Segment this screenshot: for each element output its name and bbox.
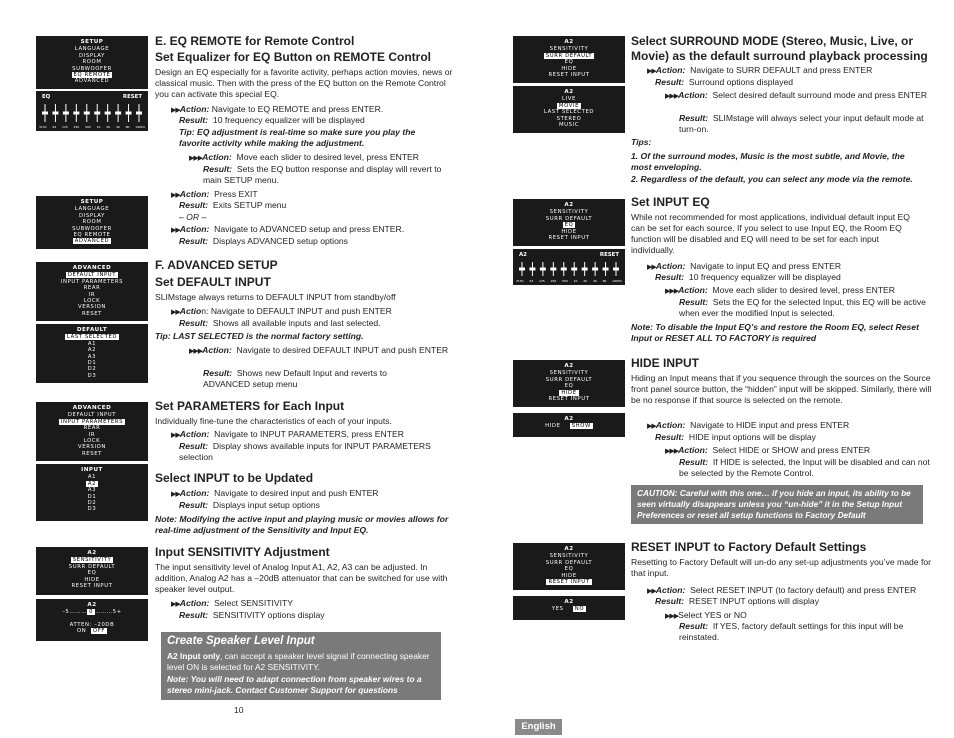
r-result-6: Result: If HIDE is selected, the Input will be disabled and can not be selected by the Remote Control.: [679, 457, 930, 478]
menu-item-selected: LAST SELECTED: [66, 334, 118, 341]
eq-slider: [592, 262, 598, 276]
menu-item: ADVANCED: [74, 78, 110, 85]
result-7: Result: Display shows available inputs for INPUT PARAMETERS selection: [179, 441, 431, 462]
action-9: ▶▶Action: Select SENSITIVITY: [171, 598, 293, 608]
menu-item: LOCK: [83, 438, 101, 445]
action-3: ▶▶Action: Press EXIT: [171, 189, 258, 199]
menu-item-selected: EQ: [564, 222, 574, 229]
a2-surr-default-screen: [513, 36, 625, 83]
screen-title: A2: [564, 39, 574, 45]
menu-item: IR: [88, 431, 96, 438]
menu-item: RESET: [82, 310, 102, 317]
action-4: ▶▶Action: Navigate to ADVANCED setup and press ENTER.: [171, 224, 405, 234]
menu-item: D2: [87, 366, 97, 373]
r-action-1: ▶▶Action: Navigate to SURR DEFAULT and press ENTER: [647, 65, 873, 75]
r-action-4: ▶▶▶Action: Move each slider to desired level, press ENTER: [665, 285, 896, 295]
eq-slider: [42, 104, 48, 122]
reset-input-paragraph: Resetting to Factory Default will un-do any set-up adjustments you’ve made for that input.: [631, 557, 931, 578]
menu-item-selected: EQ REMOTE: [73, 72, 111, 79]
menu-item-selected: A2: [87, 480, 97, 487]
eq-slider: [613, 262, 619, 276]
eq-slider: [550, 262, 556, 276]
callout-note: Note: You will need to adapt connection from speaker wires to a stereo mini-jack. Contact Customer Support for questions: [167, 674, 422, 695]
attenuator-label: ATTEN: –20DB: [69, 621, 115, 628]
menu-item: SENSITIVITY: [549, 553, 589, 560]
r-result-4: Result: Sets the EQ for the selected Input, this EQ will be active when ever the modified Input is selected.: [679, 297, 926, 318]
menu-item: RESET INPUT: [548, 235, 590, 242]
eq-slider: [126, 104, 132, 122]
r-result-8: Result: If YES, factory default settings for this input will be reinstated.: [679, 621, 904, 642]
result-8: Result: Displays input setup options: [179, 500, 320, 510]
a2-hide-screen: [513, 360, 625, 407]
menu-item: SENSITIVITY: [549, 46, 589, 53]
screen-title: A2: [564, 89, 574, 95]
menu-item: SUBWOOFER: [72, 65, 112, 72]
select-input-heading: Select INPUT to be Updated: [155, 471, 314, 485]
a2-eq-sliders-screen: [513, 249, 625, 285]
parameters-paragraph: Individually fine-tune the characteristics of each of your inputs.: [155, 416, 392, 426]
a2-sensitivity-screen: [36, 547, 148, 595]
attenuator-toggle: ON OFF: [77, 628, 105, 635]
screen-title: ADVANCED: [72, 265, 112, 271]
screen-title: A2: [87, 550, 97, 556]
a2-yes-no-screen: [513, 596, 625, 620]
menu-item: INPUT PARAMETERS: [60, 278, 124, 285]
result-4: Result: Displays ADVANCED setup options: [179, 236, 348, 246]
menu-item-selected: SURR DEFAULT: [545, 52, 593, 59]
action-7: ▶▶Action: Navigate to INPUT PARAMETERS, press ENTER: [171, 429, 404, 439]
yes-no-toggle: YES NO: [551, 606, 585, 613]
action-8: ▶▶Action: Navigate to desired input and push ENTER: [171, 488, 379, 498]
menu-item: A2: [87, 347, 97, 354]
eq-sliders: [39, 103, 145, 123]
menu-item-selected: SENSITIVITY: [72, 557, 112, 564]
menu-item: VERSION: [78, 304, 106, 311]
menu-item: ROOM: [82, 219, 102, 226]
eq-slider: [94, 104, 100, 122]
menu-item: SENSITIVITY: [549, 370, 589, 377]
eq-slider: [52, 104, 58, 122]
menu-item: LANGUAGE: [74, 206, 110, 213]
menu-item: LIVE: [562, 96, 576, 103]
menu-item: EQ: [564, 566, 574, 573]
hide-show-toggle: HIDE SHOW: [545, 423, 591, 430]
default-input-paragraph: SLIMstage always returns to DEFAULT INPUT from standby/off: [155, 292, 396, 302]
result-2: Result: Sets the EQ button response and display will revert to main SETUP menu.: [203, 164, 442, 185]
screen-title: A2: [87, 602, 97, 608]
r-action-7: ▶▶Action: Select RESET INPUT (to factory default) and press ENTER: [647, 585, 917, 595]
screen-title: A2: [564, 546, 574, 552]
menu-item: HIDE: [561, 65, 577, 72]
eq-remote-subheading: Set Equalizer for EQ Button on REMOTE Control: [155, 50, 431, 64]
menu-item: LAST SELECTED: [543, 109, 595, 116]
menu-item: RESET INPUT: [548, 72, 590, 79]
r-action-2: ▶▶▶Action: Select desired default surround mode and press ENTER: [665, 90, 928, 100]
menu-item-selected: RESET INPUT: [548, 579, 590, 586]
menu-item: SURR DEFAULT: [545, 215, 593, 222]
default-input-screen: [36, 324, 148, 383]
menu-item: HIDE: [561, 228, 577, 235]
input-eq-heading: Set INPUT EQ: [631, 195, 710, 209]
tips-label: Tips:: [631, 137, 652, 147]
language-tab: English: [515, 719, 562, 735]
menu-item: SUBWOOFER: [72, 225, 112, 232]
menu-item: A1: [87, 340, 97, 347]
eq-remote-heading: E. EQ REMOTE for Remote Control: [155, 34, 355, 48]
result-9: Result: SENSITIVITY options display: [179, 610, 325, 620]
eq-label: A2: [519, 252, 527, 258]
input-select-screen: [36, 464, 148, 521]
eq-slider: [136, 104, 142, 122]
screen-title: ADVANCED: [72, 405, 112, 411]
menu-item: REAR: [83, 285, 101, 292]
menu-item: SURR DEFAULT: [545, 376, 593, 383]
r-action-5: ▶▶Action: Navigate to HIDE input and press ENTER: [647, 420, 850, 430]
menu-item: EQ: [564, 59, 574, 66]
surround-mode-heading: Select SURROUND MODE (Stereo, Music, Live, or Movie) as the default surround playback processing: [631, 34, 928, 63]
r-result-1: Result: Surround options displayed: [655, 77, 794, 87]
menu-item-selected: DEFAULT INPUT: [67, 272, 117, 279]
eq-slider: [73, 104, 79, 122]
tip-r-2: 2. Regardless of the default, you can select any mode via the remote.: [631, 174, 913, 184]
caution-text: CAUTION: Careful with this one… if you hide an input, its ability to be seen virtually disappears unless you “un-hide” it in the Setup Input Preferences or reset all setup functions to Factory Default: [637, 488, 911, 520]
menu-item: IR: [88, 291, 96, 298]
menu-item: HIDE: [84, 576, 100, 583]
advanced-params-screen: [36, 402, 148, 461]
hide-input-heading: HIDE INPUT: [631, 356, 700, 370]
tip-r-1: 1. Of the surround modes, Music is the most subtle, and Movie, the most enveloping.: [631, 151, 905, 172]
menu-item: DISPLAY: [79, 212, 105, 219]
action-1: ▶▶Action: Navigate to EQ REMOTE and press ENTER.: [171, 104, 384, 114]
page-number: 10: [234, 705, 244, 715]
eq-slider: [115, 104, 121, 122]
eq-slider: [603, 262, 609, 276]
menu-item: HIDE: [561, 572, 577, 579]
screen-title: A2: [564, 363, 574, 369]
callout-title: Create Speaker Level Input: [167, 635, 315, 647]
advanced-menu-screen: [36, 262, 148, 321]
a2-eq-screen: [513, 199, 625, 246]
sensitivity-heading: Input SENSITIVITY Adjustment: [155, 545, 330, 559]
action-6: ▶▶▶Action: Navigate to desired DEFAULT INPUT and push ENTER: [189, 345, 449, 355]
eq-slider: [105, 104, 111, 122]
setup-menu-screen: [36, 36, 148, 89]
menu-item: D1: [87, 493, 97, 500]
sensitivity-paragraph: The input sensitivity level of Analog Input A1, A2, A3 can be adjusted. In addition, Analog A2 has a –20dB attenuator that can be switched for use with speaker level output.: [155, 562, 448, 594]
eq-slider: [84, 104, 90, 122]
tip-2: Tip: LAST SELECTED is the normal factory setting.: [155, 331, 364, 341]
eq-remote-paragraph: Design an EQ especially for a favorite activity, perhaps action movies, news or classical music. Then with the press of the EQ button on the Remote Control you can activate this special EQ.: [155, 67, 453, 99]
menu-item-selected: HIDE: [561, 389, 577, 396]
advanced-setup-heading: F. ADVANCED SETUP: [155, 258, 278, 272]
menu-item: EQ REMOTE: [73, 232, 111, 239]
menu-item: D3: [87, 506, 97, 513]
menu-item-selected: MOVIE: [558, 102, 580, 109]
speaker-level-callout: [161, 632, 441, 700]
a2-hide-show-screen: [513, 413, 625, 437]
screen-title: DEFAULT: [76, 327, 108, 333]
r-action-3: ▶▶Action: Navigate to input EQ and press ENTER: [647, 261, 842, 271]
eq-slider: [529, 262, 535, 276]
menu-item: DISPLAY: [79, 52, 105, 59]
r-result-7: Result: RESET INPUT options will display: [655, 596, 819, 606]
menu-item: EQ: [564, 383, 574, 390]
or-separator: – OR –: [179, 212, 207, 222]
result-1: Result: 10 frequency equalizer will be displayed: [179, 115, 365, 125]
a2-reset-screen: [513, 543, 625, 590]
menu-item: LOCK: [83, 298, 101, 305]
menu-item: DEFAULT INPUT: [67, 412, 117, 419]
eq-slider: [571, 262, 577, 276]
sensitivity-scale: –5……… 0 ………5+: [62, 609, 122, 616]
menu-item: LANGUAGE: [74, 46, 110, 53]
r-result-2: Result: SLIMstage will always select your input default mode at turn-on.: [679, 113, 924, 134]
callout-text: A2 Input only, can accept a speaker level signal if connecting speaker level ON is selected for A2 SENSITIVITY.: [167, 651, 430, 672]
screen-title: A2: [564, 416, 574, 422]
menu-item: D1: [87, 360, 97, 367]
tip-1: Tip: EQ adjustment is real-time so make sure you play the favorite activity while making the adjustment.: [179, 127, 416, 148]
menu-item: ROOM: [82, 59, 102, 66]
eq-slider: [519, 262, 525, 276]
menu-item: A1: [87, 474, 97, 481]
menu-item-selected: ADVANCED: [74, 238, 110, 245]
menu-item: RESET INPUT: [548, 396, 590, 403]
menu-item: VERSION: [78, 444, 106, 451]
screen-title: A2: [564, 202, 574, 208]
menu-item: A3: [87, 353, 97, 360]
note-1: Note: Modifying the active input and playing music or movies allows for real-time adjustment of the Sensitivity and Input EQ.: [155, 514, 449, 535]
eq-frequency-labels: 31Hz 63 125 250 500 1K 2K 4K 8K 16KHz: [39, 125, 145, 129]
default-input-heading: Set DEFAULT INPUT: [155, 275, 271, 289]
setup-menu-advanced-screen: [36, 196, 148, 249]
eq-frequency-labels: 31Hz 63 125 250 500 1K 2K 4K 8K 16KHz: [516, 279, 622, 283]
menu-item: SURR DEFAULT: [545, 559, 593, 566]
menu-item: REAR: [83, 425, 101, 432]
a2-surround-modes-screen: [513, 86, 625, 133]
eq-slider: [540, 262, 546, 276]
input-eq-paragraph: While not recommended for most applications, individual default input EQ can be set for each source. If you select to use Input EQ, the Room EQ function will be disabled and EQ will need to be set for each input individually.: [631, 212, 910, 255]
a2-attenuator-screen: [36, 599, 148, 641]
screen-title: A2: [564, 599, 574, 605]
screen-title: SETUP: [80, 199, 104, 205]
eq-reset-label: RESET: [599, 252, 619, 258]
r-action-6: ▶▶▶Action: Select HIDE or SHOW and press ENTER: [665, 445, 871, 455]
eq-reset-label: RESET: [122, 94, 142, 100]
caution-callout: [631, 485, 923, 524]
menu-item: RESET INPUT: [71, 583, 113, 590]
menu-item: STEREO: [556, 115, 582, 122]
menu-item: D2: [87, 500, 97, 507]
eq-slider: [561, 262, 567, 276]
eq-sliders: [516, 261, 622, 277]
r-result-3: Result: 10 frequency equalizer will be displayed: [655, 272, 841, 282]
result-5: Result: Shows all available inputs and last selected.: [179, 318, 381, 328]
input-eq-note: Note: To disable the Input EQ’s and restore the Room EQ, select Reset Input or RESET ALL TO FACTORY is required: [631, 322, 919, 343]
menu-item: RESET: [82, 450, 102, 457]
r-action-8: ▶▶▶Select YES or NO: [665, 610, 747, 620]
action-5: ▶▶Action: Navigate to DEFAULT INPUT and push ENTER: [171, 306, 392, 316]
action-2: ▶▶▶Action: Move each slider to desired level, press ENTER: [189, 152, 420, 162]
result-6: Result: Shows new Default Input and reverts to ADVANCED setup menu: [203, 368, 387, 389]
result-3: Result: Exits SETUP menu: [179, 200, 287, 210]
eq-remote-screen: [36, 91, 148, 131]
parameters-heading: Set PARAMETERS for Each Input: [155, 399, 345, 413]
menu-item: SENSITIVITY: [549, 209, 589, 216]
eq-slider: [63, 104, 69, 122]
r-result-5: Result: HIDE input options will be display: [655, 432, 816, 442]
menu-item: SURR DEFAULT: [68, 563, 116, 570]
eq-label: EQ: [42, 94, 51, 100]
screen-title: INPUT: [81, 467, 103, 473]
screen-title: SETUP: [80, 39, 104, 45]
menu-item: MUSIC: [558, 122, 580, 129]
menu-item-selected: INPUT PARAMETERS: [60, 418, 124, 425]
reset-input-heading: RESET INPUT to Factory Default Settings: [631, 540, 867, 554]
menu-item: EQ: [87, 570, 97, 577]
menu-item: A3: [87, 487, 97, 494]
eq-slider: [582, 262, 588, 276]
menu-item: D3: [87, 372, 97, 379]
hide-input-paragraph: Hiding an Input means that if you sequence through the sources on the Source front panel source button, the “hidden” input will be skipped. Similarly, there will be no response if that source is selected on the remote.: [631, 373, 932, 405]
